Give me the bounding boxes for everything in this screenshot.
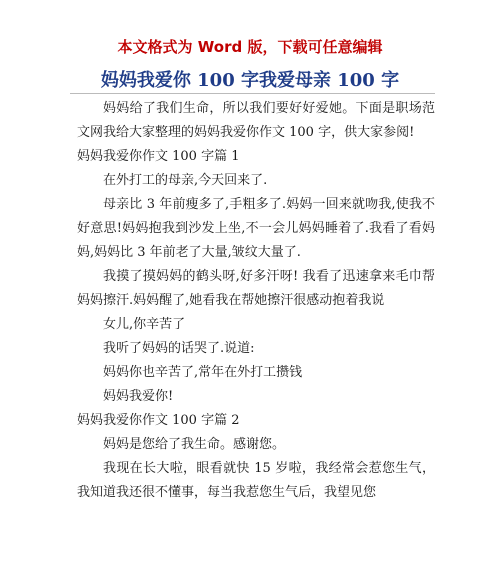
- paragraph: 妈妈是您给了我生命。感谢您。: [103, 437, 286, 452]
- paragraph: 在外打工的母亲,今天回来了.: [103, 173, 268, 188]
- document-body: [77, 97, 435, 505]
- section-heading-2: 妈妈我爱你作文 100 字篇 2: [77, 413, 240, 428]
- paragraph: 妈妈你也辛苦了,常年在外打工攒钱: [103, 365, 303, 380]
- paragraph: 母亲比 3 年前瘦多了,手粗多了.妈妈一回来就吻我,使我不好意思!妈妈抱我到沙发上坐,不一会儿妈妈睡着了.我看了看妈妈,妈妈比 3 年前老了大量,皱纹大量了.: [77, 197, 435, 260]
- paragraph: 妈妈我爱你!: [103, 389, 174, 404]
- section-heading-1: 妈妈我爱你作文 100 字篇 1: [77, 149, 240, 164]
- title-divider: [70, 93, 435, 94]
- intro-paragraph: 妈妈给了我们生命，所以我们要好好爱她。下面是职场范文网我给大家整理的妈妈我爱你作文 100 字，供大家参阅!: [77, 101, 435, 140]
- paragraph: 女儿,你辛苦了: [103, 317, 186, 332]
- paragraph: 我现在长大啦，眼看就快 15 岁啦，我经常会惹您生气，我知道我还很不懂事，每当我惹您生气后，我望见您: [77, 461, 435, 500]
- paragraph: 我听了妈妈的话哭了.说道:: [103, 341, 255, 356]
- document-title: 妈妈我爱你 100 字我爱母亲 100 字: [100, 70, 400, 91]
- paragraph: 我摸了摸妈妈的鹤头呀,好多汗呀! 我看了迅速拿来毛巾帮妈妈擦汗.妈妈醒了,她看我在帮她擦汗很感动抱着我说: [77, 269, 435, 308]
- word-format-banner: 本文格式为 Word 版，下载可任意编辑: [117, 38, 383, 56]
